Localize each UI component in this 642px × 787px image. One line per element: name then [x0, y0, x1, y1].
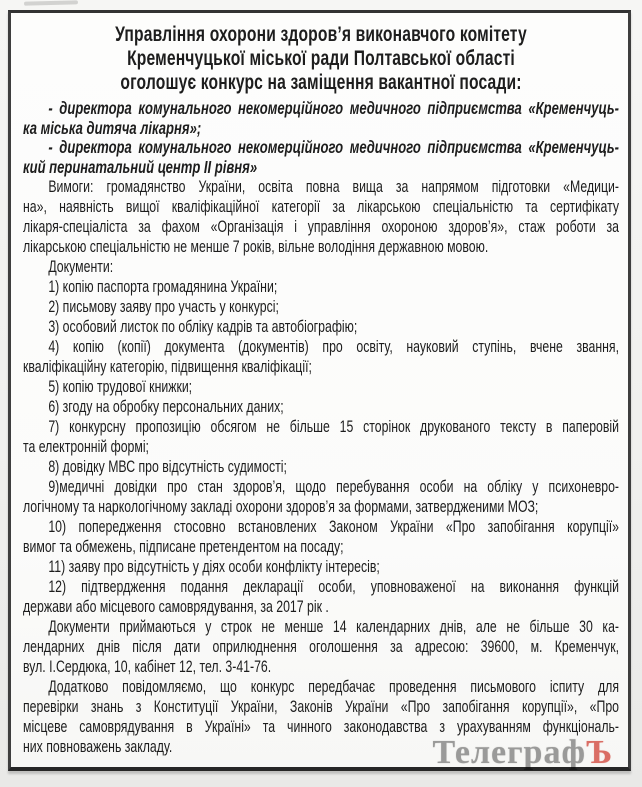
requirements-line-1: Вимоги: громадянство України, освіта повна вища за напрямом підготовки «Медици-	[48, 178, 619, 196]
document-item-9-line-1: 9)медичні довідки про стан здоров’я, щодо перебування особи на обліку у психоневро-	[48, 478, 619, 496]
submission-line-1: Документи приймаються у строк не менше 14 календарних днів, але не більше 30 ка-	[48, 618, 619, 636]
announcement-body	[23, 23, 619, 757]
document-item-2: 2) письмову заяву про участь у конкурсі;	[48, 298, 279, 316]
vacancy-2-line-2: кий перинатальний центр ІІ рівня»	[23, 156, 258, 177]
document-item-1: 1) копію паспорта громадянина України;	[48, 278, 278, 296]
document-item-6: 6) згоду на обробку персональних даних;	[48, 398, 284, 416]
additional-line-3: місцеве самоврядування в Україні» та чинного законодавства з урахуванням функціональ-	[23, 718, 619, 736]
document-item-10-line-2: вимог та обмежень, підписане претендентом на посаду;	[23, 538, 344, 556]
document-item-7-line-2: та електронній формі;	[23, 438, 149, 456]
requirements-line-4: лікарською спеціальністю не менше 7 років, вільне володіння державною мовою.	[23, 238, 489, 256]
requirements-line-3: лікаря-спеціаліста за фахом «Організація і управління охороною здоров’я», стаж роботи за	[23, 218, 619, 236]
additional-line-1: Додатково повідомляємо, що конкурс передбачає проведення письмового іспиту для	[48, 678, 619, 696]
submission-paragraph	[23, 617, 619, 677]
requirements-paragraph	[23, 177, 619, 257]
additional-line-2: перевірки знань з Конституції України, Законів України «Про запобігання корупції», «Про	[23, 698, 619, 716]
document-item-8: 8) довідку МВС про відсутність судимості;	[48, 458, 287, 476]
document-item-4-line-2: кваліфікаційну категорію, підвищення кваліфікації;	[23, 358, 312, 376]
watermark-red-letter: Ъ	[585, 734, 613, 771]
announcement-frame	[8, 10, 631, 771]
document-item-10-line-1: 10) попередження стосовно встановлених Законом України «Про запобігання корупції»	[48, 518, 619, 536]
title-line-2: Кременчуцької міської ради Полтавської області	[127, 47, 515, 70]
vacancy-1-line-2: ка міська дитяча лікарня»;	[23, 117, 202, 138]
document-item-4-line-1: 4) копію (копії) документа (документів) про освіту, науковий ступінь, вчене звання,	[48, 338, 619, 356]
document-item-12-line-1: 12) підтвердження подання декларації особи, уповноваженої на виконання функцій	[48, 578, 619, 596]
vacancy-1-line-1: - директора комунального некомерційного медичного підприємства «Кременчуць-	[48, 98, 619, 118]
document-item-11: 11) заяву про відсутність у діях особи конфлікту інтересів;	[48, 558, 380, 576]
document-item-5: 5) копію трудової книжки;	[48, 378, 193, 396]
document-item-12-line-2: держави або місцевого самоврядування, за 2017 рік .	[23, 598, 329, 616]
watermark-gray-text: Телеграф	[432, 734, 586, 771]
submission-line-3: вул. І.Сердюка, 10, кабінет 12, тел. 3-41-76.	[23, 658, 272, 676]
document-item-7-line-1: 7) конкурсну пропозицію обсягом не більше 15 сторінок друкованого тексту в паперовій	[48, 418, 619, 436]
additional-line-4: них повноважень закладу.	[23, 738, 173, 756]
requirements-line-2: на», наявність вищої кваліфікаційної категорії за лікарською спеціальністю та сертифікату	[23, 198, 619, 216]
document-item-9-line-2: логічному та наркологічному закладі охорони здоров’я за формами, затвердженими МОЗ;	[23, 498, 539, 516]
doc-title	[23, 23, 619, 95]
title-line-3: оголошує конкурс на заміщення вакантної посади:	[120, 71, 522, 94]
title-line-1: Управління охорони здоров’я виконавчого комітету	[115, 23, 527, 46]
documents-list	[23, 277, 619, 617]
document-item-3: 3) особовий листок по обліку кадрів та автобіографію;	[48, 318, 358, 336]
telegraf-watermark	[432, 736, 613, 770]
scan-artifact	[24, 0, 78, 5]
submission-line-2: лендарних днів після дати оприлюднення оголошення за адресою: 39600, м. Кременчук,	[23, 638, 619, 656]
vacancy-list	[23, 99, 619, 177]
vacancy-2-line-1: - директора комунального некомерційного медичного підприємства «Кременчуць-	[48, 137, 619, 157]
documents-heading: Документи:	[48, 258, 114, 276]
